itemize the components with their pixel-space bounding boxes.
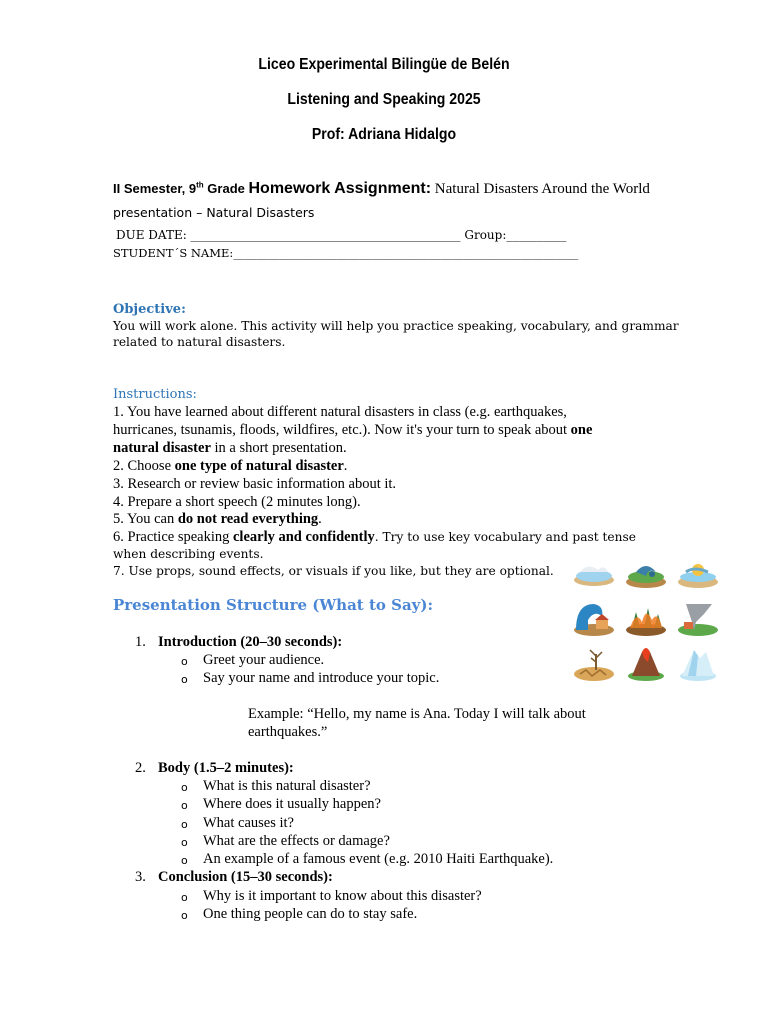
section-2-item-2: Where does it usually happen? <box>203 796 381 812</box>
bullet-marker: o <box>181 891 188 904</box>
section-2-title: Body (1.5–2 minutes): <box>158 760 294 776</box>
section-2-item-3: What causes it? <box>203 815 294 831</box>
natural-disasters-icons <box>570 558 722 688</box>
wildfire-icon <box>626 608 666 636</box>
section-2-item-5: An example of a famous event (e.g. 2010 Haiti Earthquake). <box>203 851 554 867</box>
bullet-marker: o <box>181 836 188 849</box>
section-3-number: 3. <box>135 869 146 885</box>
section-3-item-1: Why is it important to know about this disaster? <box>203 888 482 904</box>
example-line-2: earthquakes.” <box>248 724 328 740</box>
instruction-4: 4. Prepare a short speech (2 minutes long). <box>113 494 361 510</box>
example-line-1: Example: “Hello, my name is Ana. Today I will talk about <box>248 706 586 722</box>
instruction-2-bold: one type of natural disaster <box>174 458 344 474</box>
teacher-title: Prof: Adriana Hidalgo <box>311 126 457 143</box>
volcano-icon <box>628 648 664 681</box>
avalanche-icon <box>680 650 716 681</box>
storm-icon <box>678 564 718 588</box>
objective-line-2: related to natural disasters. <box>113 335 286 349</box>
homework-label: Homework Assignment: <box>248 180 432 197</box>
hurricane-icon <box>626 566 666 588</box>
instruction-6-bold: clearly and confidently <box>233 529 375 545</box>
instruction-1b-text: hurricanes, tsunamis, floods, wildfires, etc.). Now it's your turn to speak about <box>113 422 571 438</box>
bullet-marker: o <box>181 673 188 686</box>
instruction-6 <box>113 528 636 546</box>
instruction-3: 3. Research or review basic information about it. <box>113 476 397 492</box>
bullet-marker: o <box>181 818 188 831</box>
bullet-marker: o <box>181 909 188 922</box>
instruction-6-end: . Try to use key vocabulary and past tense <box>374 530 636 544</box>
instruction-6b: when describing events. <box>113 547 264 561</box>
due-date-field: DUE DATE: _____________________________________________ Group:__________ <box>116 228 567 242</box>
section-2-item-4: What are the effects or damage? <box>203 833 390 849</box>
drought-icon <box>574 650 614 681</box>
section-1-number: 1. <box>135 634 146 650</box>
bullet-marker: o <box>181 799 188 812</box>
instruction-7: 7. Use props, sound effects, or visuals if you like, but they are optional. <box>113 564 554 578</box>
section-1-title: Introduction (20–30 seconds): <box>158 634 343 650</box>
section-1-item-2: Say your name and introduce your topic. <box>203 670 440 686</box>
semester-label: II Semester, 9 <box>113 181 197 196</box>
instruction-2-end: . <box>343 458 348 474</box>
section-3-title: Conclusion (15–30 seconds): <box>158 869 333 885</box>
instruction-5 <box>113 510 322 528</box>
grade-superscript: th <box>196 180 204 190</box>
homework-title: Natural Disasters Around the World <box>431 181 650 197</box>
instruction-6-text: 6. Practice speaking <box>113 529 233 545</box>
instruction-5-bold: do not read everything <box>177 511 319 527</box>
section-3-item-2: One thing people can do to stay safe. <box>203 906 418 922</box>
tornado-icon <box>678 604 718 636</box>
instruction-1b <box>113 421 592 439</box>
instructions-heading: Instructions: <box>113 387 197 402</box>
instruction-1a: 1. You have learned about different natural disasters in class (e.g. earthquakes, <box>113 404 567 420</box>
section-1-item-1: Greet your audience. <box>203 652 325 668</box>
grade-label: Grade <box>203 181 249 196</box>
instruction-5-text: 5. You can <box>113 511 178 527</box>
bullet-marker: o <box>181 854 188 867</box>
objective-line-1: You will work alone. This activity will help you practice speaking, vocabulary, and grammar <box>113 319 679 333</box>
instruction-1c-bold: natural disaster <box>113 440 211 456</box>
instruction-2-text: 2. Choose <box>113 458 175 474</box>
objective-heading: Objective: <box>113 302 186 317</box>
flood-icon <box>574 566 614 586</box>
structure-heading: Presentation Structure (What to Say): <box>113 596 434 614</box>
student-name-field: STUDENT´S NAME:____________________________________________________________ <box>113 246 579 260</box>
homework-subtitle: presentation – Natural Disasters <box>113 205 315 220</box>
section-2-number: 2. <box>135 760 146 776</box>
tsunami-icon <box>574 604 614 636</box>
instruction-2 <box>113 457 347 475</box>
homework-line <box>113 180 650 198</box>
instruction-1c <box>113 439 347 457</box>
section-2-item-1: What is this natural disaster? <box>203 778 371 794</box>
instruction-5-end: . <box>318 511 322 527</box>
bullet-marker: o <box>181 781 188 794</box>
school-title: Liceo Experimental Bilingüe de Belén <box>258 56 510 73</box>
instruction-1b-bold: one <box>570 422 593 438</box>
instruction-1c-text: in a short presentation. <box>210 440 347 456</box>
course-title: Listening and Speaking 2025 <box>287 91 481 108</box>
bullet-marker: o <box>181 655 188 668</box>
